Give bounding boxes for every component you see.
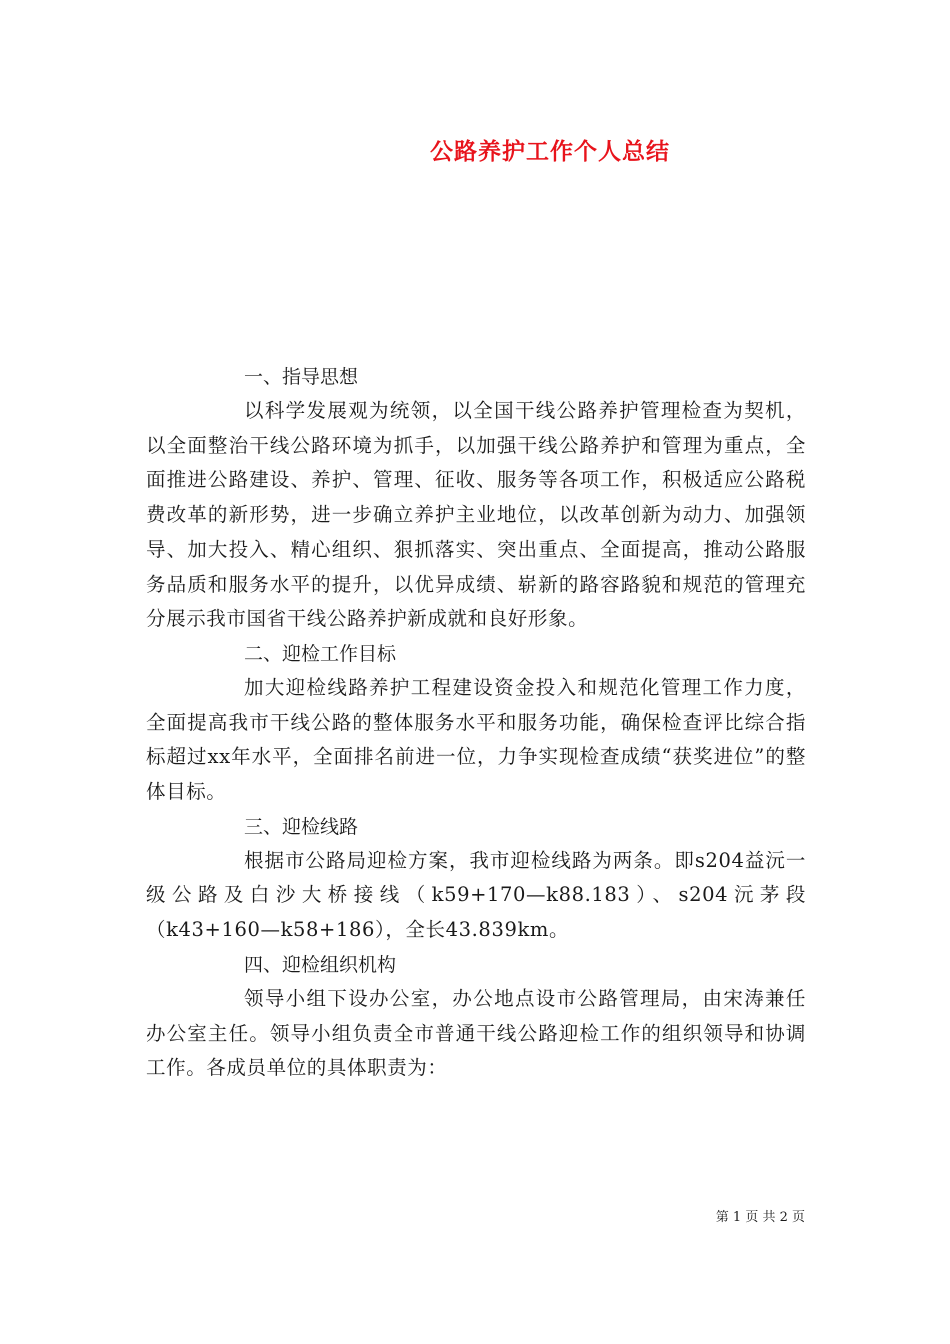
section-heading-4: 四、迎检组织机构 (244, 953, 397, 976)
page-number-footer: 第 1 页 共 2 页 (715, 1210, 805, 1225)
section-heading-1: 一、指导思想 (244, 366, 359, 388)
section-heading-3: 三、迎检线路 (244, 815, 359, 838)
section-paragraph-1: 以科学发展观为统领，以全国干线公路养护管理检查为契机，以全面整治干线公路环境为抓手，以加强干线公路养护和管理为重点，全面推进公路建设、养护、管理、征收、服务等各项工作，积极适应公路税费改革的新形势，进一步确立养护主业地位，以改革创新为动力、加强领导、加大投入、精心组织、狠抓落实、突出重点、全面提高，推动公路服务品质和服务水平的提升，以优异成绩、崭新的路容路貌和规范的管理充分展示我市国省干线公路养护新成就和良好形象。 (146, 399, 806, 631)
section-paragraph-3: 根据市公路局迎检方案，我市迎检线路为两条。即s204益沅一级公路及白沙大桥接线（k59+170—k88.183）、s204沅茅段（k43+160—k58+186），全长43.839km。 (146, 848, 806, 942)
document-body (146, 360, 806, 1086)
section-paragraph-2: 加大迎检线路养护工程建设资金投入和规范化管理工作力度，全面提高我市干线公路的整体服务水平和服务功能，确保检查评比综合指标超过xx年水平，全面排名前进一位，力争实现检查成绩“获奖进位”的整体目标。 (146, 675, 806, 804)
document-title: 公路养护工作个人总结 (430, 139, 670, 165)
section-heading-2: 二、迎检工作目标 (244, 642, 397, 665)
section-paragraph-4: 领导小组下设办公室，办公地点设市公路管理局，由宋涛兼任办公室主任。领导小组负责全市普通干线公路迎检工作的组织领导和协调工作。各成员单位的具体职责为： (146, 986, 806, 1080)
